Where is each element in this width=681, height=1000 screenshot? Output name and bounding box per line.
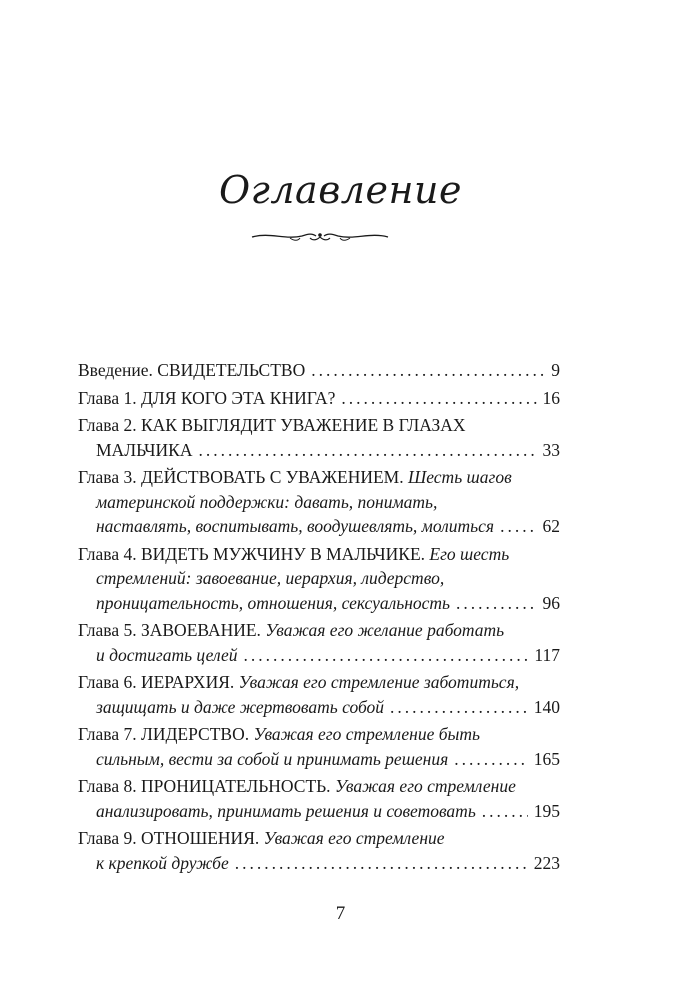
- toc-entry-text: [96, 747, 448, 772]
- toc-page-number: 223: [533, 852, 560, 873]
- toc-page-number: 96: [542, 592, 560, 613]
- toc-entry-text: [78, 358, 305, 383]
- dot-leader: [500, 514, 536, 539]
- toc-page-number: 117: [534, 644, 560, 665]
- toc-entry-line: [78, 438, 560, 463]
- toc-entry: [78, 542, 560, 616]
- toc-entry-text: [78, 386, 335, 411]
- toc-entry-line: [78, 618, 560, 643]
- toc-entry-text: [96, 643, 238, 668]
- toc-entry-subtitle: к крепкой дружбе: [96, 852, 229, 873]
- toc-page-number: 195: [533, 800, 560, 821]
- toc-entry-line: [78, 413, 560, 438]
- toc-entry: [78, 465, 560, 539]
- page-title: Оглавление: [218, 168, 462, 212]
- toc-entry-subtitle: анализировать, принимать решения и советовать: [96, 800, 476, 821]
- toc-entry-text: [96, 695, 384, 720]
- toc-page-number: 140: [533, 696, 560, 717]
- toc-entry-text: [96, 591, 450, 616]
- toc-entry-subtitle: Шесть шагов: [408, 467, 512, 487]
- toc-entry-text: [96, 438, 192, 463]
- toc-entry-line: [78, 722, 560, 747]
- toc-entry-heading: Глава 1. ДЛЯ КОГО ЭТА КНИГА?: [78, 387, 336, 408]
- toc-entry: [78, 358, 560, 383]
- toc-entry-text: [78, 672, 519, 692]
- toc-entry-subtitle: Уважая его желание работать: [265, 620, 505, 640]
- dot-leader: [235, 851, 528, 876]
- toc-entry-line: [78, 358, 560, 383]
- toc-entry-subtitle: материнской поддержки: давать, понимать,: [96, 491, 438, 512]
- dot-leader: [311, 358, 544, 383]
- toc-entry-subtitle: наставлять, воспитывать, воодушевлять, молиться: [96, 516, 495, 536]
- toc-entry-subtitle: Уважая его стремление: [334, 776, 516, 796]
- dot-leader: [341, 386, 536, 411]
- dot-leader: [244, 643, 529, 668]
- toc-entry-heading: Глава 6. ИЕРАРХИЯ.: [78, 672, 239, 692]
- toc-entry-subtitle: сильным, вести за собой и принимать решения: [96, 748, 449, 769]
- toc-page-number: 165: [533, 748, 560, 769]
- toc-entry-line: [78, 826, 560, 851]
- toc-entry-heading: Глава 5. ЗАВОЕВАНИЕ.: [78, 620, 266, 640]
- toc-entry-subtitle: Уважая его стремление: [263, 828, 445, 848]
- toc-entry-subtitle: стремлений: завоевание, иерархия, лидерство,: [96, 568, 445, 588]
- toc-entry-text: [78, 776, 516, 796]
- toc-entry-subtitle: защищать и даже жертвовать собой: [96, 696, 385, 717]
- toc-entry: [78, 413, 560, 462]
- toc-entry: [78, 670, 560, 719]
- flourish-divider-icon: [250, 226, 390, 248]
- toc-entry-text: [78, 724, 480, 744]
- toc-entry-text: [78, 620, 504, 640]
- dot-leader: [390, 695, 528, 720]
- toc-entry-heading: Глава 4. ВИДЕТЬ МУЖЧИНУ В МАЛЬЧИКЕ.: [78, 543, 430, 564]
- toc-entry-subtitle: Его шесть: [429, 543, 510, 564]
- toc-entry-line: [78, 774, 560, 799]
- toc-entry-text: [96, 514, 494, 539]
- toc-entry-line: [78, 747, 560, 772]
- toc-entry-text: [78, 467, 512, 487]
- toc-entry-line: [78, 514, 560, 539]
- toc-entry-subtitle: проницательность, отношения, сексуальность: [96, 592, 451, 613]
- dot-leader: [482, 799, 528, 824]
- toc-entry: [78, 386, 560, 411]
- toc-entry-line: [78, 542, 560, 567]
- toc-entry-text: [78, 415, 466, 435]
- toc-entry-line: [78, 851, 560, 876]
- toc-entry-heading: Глава 9. ОТНОШЕНИЯ.: [78, 828, 264, 848]
- toc-page-number: 33: [542, 439, 560, 460]
- toc-entry-subtitle: и достигать целей: [96, 644, 238, 665]
- page-number: 7: [335, 903, 346, 924]
- toc-entry-heading: МАЛЬЧИКА: [96, 439, 193, 460]
- toc-entry-line: [78, 465, 560, 490]
- toc-entry: [78, 826, 560, 875]
- toc-entry-heading: Глава 7. ЛИДЕРСТВО.: [78, 724, 254, 744]
- toc-entry-text: [96, 568, 444, 588]
- toc-entry-line: [78, 566, 560, 591]
- toc-entry: [78, 722, 560, 771]
- toc-entry-text: [78, 544, 509, 564]
- toc-page-number: 62: [542, 516, 560, 536]
- toc-entry-line: [78, 386, 560, 411]
- toc-entry-line: [78, 591, 560, 616]
- toc-entry-heading: Введение. СВИДЕТЕЛЬСТВО: [78, 360, 306, 380]
- toc-entry-text: [96, 492, 437, 512]
- toc-entry-subtitle: Уважая его стремление быть: [253, 724, 481, 744]
- toc-entry: [78, 618, 560, 667]
- toc-entry-subtitle: Уважая его стремление заботиться,: [238, 672, 520, 692]
- dot-leader: [456, 591, 536, 616]
- toc-entry-heading: Глава 3. ДЕЙСТВОВАТЬ С УВАЖЕНИЕМ.: [78, 467, 408, 487]
- toc-entry-text: [96, 851, 229, 876]
- table-of-contents: [78, 358, 560, 878]
- toc-entry-line: [78, 695, 560, 720]
- dot-leader: [198, 438, 536, 463]
- dot-leader: [454, 747, 528, 772]
- toc-page-number: 9: [551, 360, 560, 380]
- toc-entry: [78, 774, 560, 823]
- toc-page-number: 16: [542, 387, 560, 408]
- toc-entry-heading: Глава 2. КАК ВЫГЛЯДИТ УВАЖЕНИЕ В ГЛАЗАХ: [78, 415, 466, 435]
- toc-entry-line: [78, 799, 560, 824]
- toc-entry-heading: Глава 8. ПРОНИЦАТЕЛЬНОСТЬ.: [78, 776, 335, 796]
- toc-entry-line: [78, 643, 560, 668]
- toc-entry-line: [78, 670, 560, 695]
- toc-entry-line: [78, 490, 560, 515]
- toc-entry-text: [96, 799, 476, 824]
- toc-entry-text: [78, 828, 445, 848]
